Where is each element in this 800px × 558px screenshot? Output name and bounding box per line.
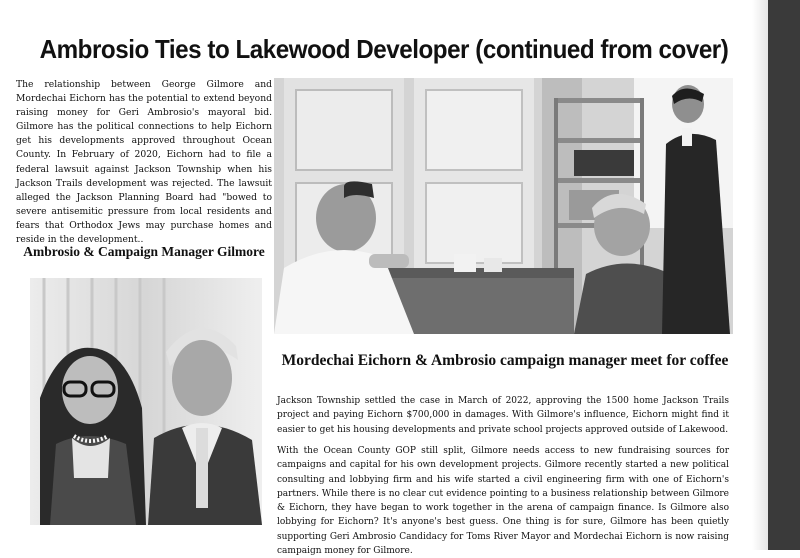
coffee-meeting-photo: [274, 78, 733, 334]
intro-paragraph: The relationship between George Gilmore and Mordechai Eichorn has the potential to extend beyond raising money for Geri Ambrosio's mayoral bid. Gilmore has the political connections to help Eichorn get his developments approved throughout Ocean County. In February of 2020, Eichorn had to file a federal lawsuit against Jackson Township when his Jackson Trails development was rejected. The lawsuit alleged the Jackson Planning Board had "bowed to severe antisemitic pressure from local residents and fears that Orthodox Jews may purchase homes and reside in the development..: [16, 79, 272, 246]
portrait-photo: [30, 278, 262, 525]
viewer-sidebar: [768, 0, 800, 550]
right-photo-caption: Mordechai Eichorn & Ambrosio campaign manager meet for coffee: [281, 352, 729, 369]
article-headline: Ambrosio Ties to Lakewood Developer (continued from cover): [39, 34, 729, 64]
body-paragraph-2: With the Ocean County GOP still split, Gilmore needs access to new fundraising sources for campaigns and capital for his own development projects. Gilmore recently started a new political consulting and lobbying firm and his wife started a civil engineering firm with one of Eichorn's partners. While there is no clear cut evidence pointing to a business relationship between Gilmore & Eichorn, they have began to work together in the arena of campaign finance. Is Gilmore also lobbying for Eichorn? It's anyone's best guess. One thing is for sure, Gilmore has been quietly supporting Geri Ambrosio Candidacy for Toms River Mayor and Mordechai Eichorn is now raising campaign money for Gilmore.: [277, 446, 729, 557]
page-edge-shadow: [752, 0, 768, 550]
left-photo-caption: Ambrosio & Campaign Manager Gilmore: [23, 244, 265, 259]
body-paragraph-1: Jackson Township settled the case in March of 2022, approving the 1500 home Jackson Trails project and paying Eichorn $700,000 in damages. With Gilmore's influence, Eichorn might find it easier to get his housing developments and private school projects approved outside of Lakewood.: [277, 396, 729, 435]
